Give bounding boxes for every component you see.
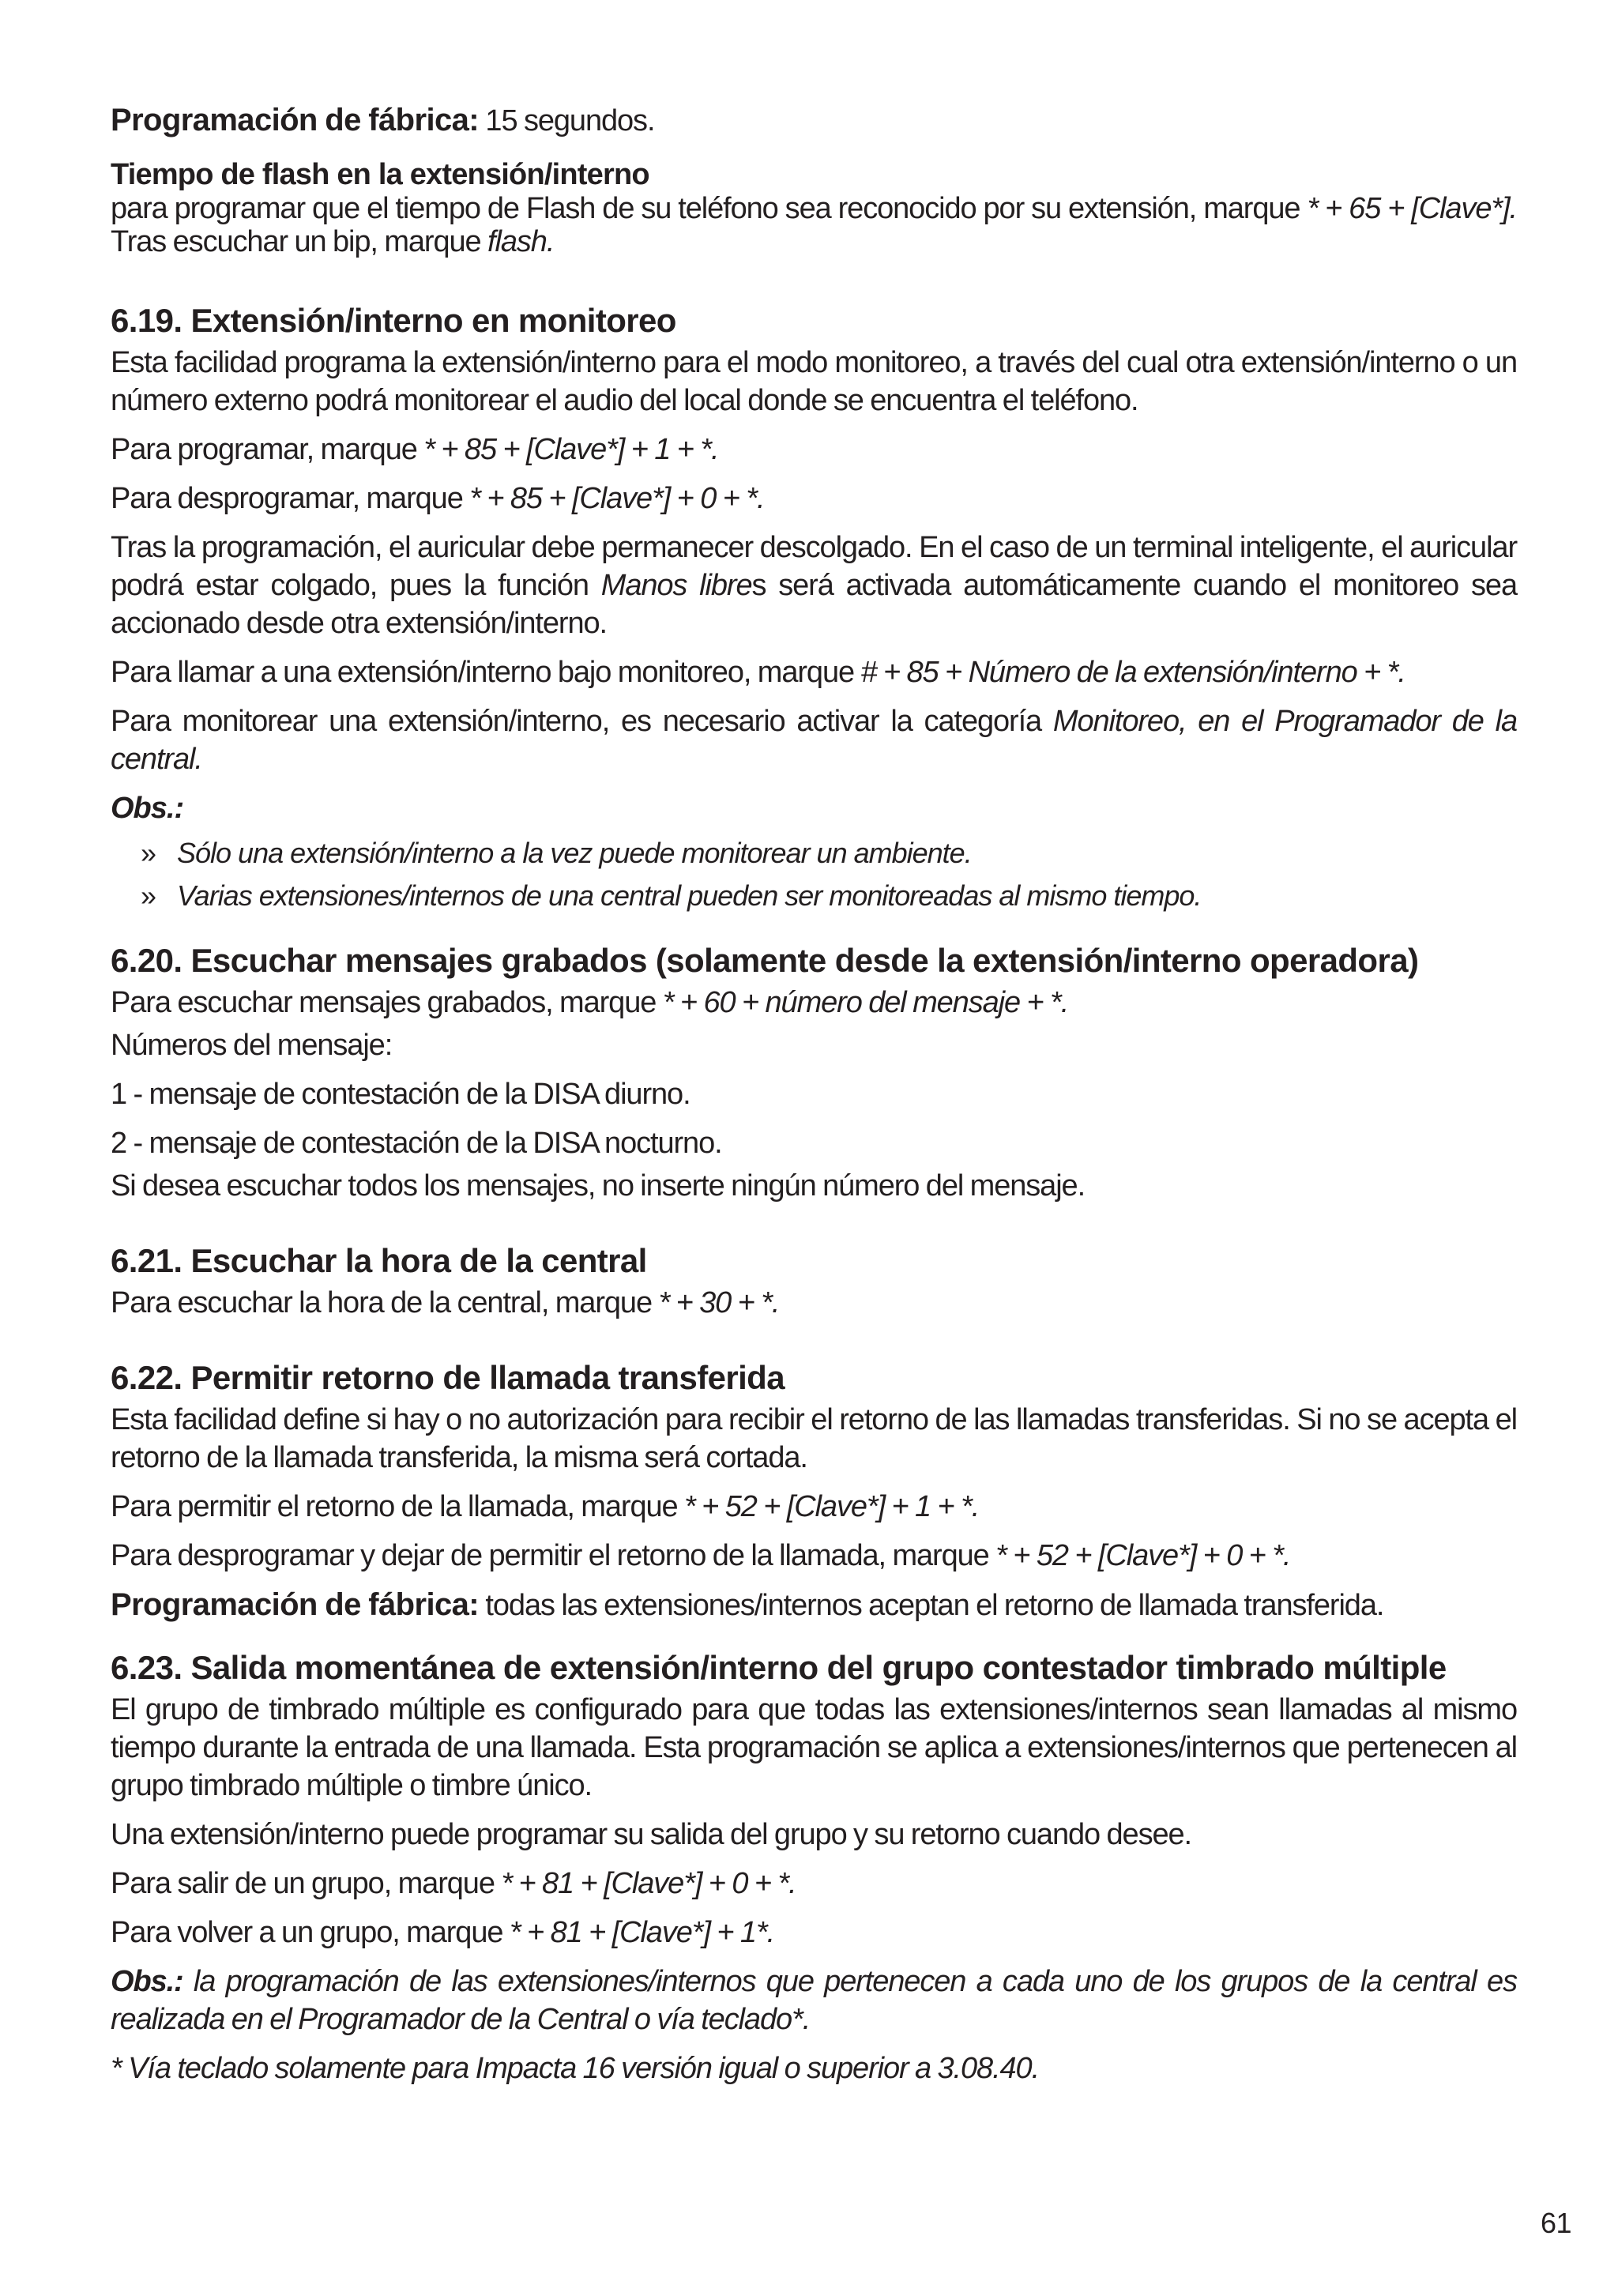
factory-setting-value: todas las extensiones/internos aceptan el retorno de llamada transferida. (478, 1589, 1384, 1622)
obs-text: la programación de las extensiones/internos que pertenecen a cada uno de los grupos de la central es realizada en el Programador de la Central o vía teclado*. (111, 1965, 1517, 2036)
flash-code: * + 65 + [Clave*]. (1307, 192, 1518, 225)
program-code: * + 85 + [Clave*] + 1 + *. (423, 433, 719, 466)
obs-list-item (141, 832, 1517, 875)
flash-time-heading: Tiempo de flash en la extensión/interno (111, 158, 649, 191)
section-621-title: 6.21. Escuchar la hora de la central (111, 1242, 647, 1279)
listen-text: Para escuchar mensajes grabados, marque (111, 986, 663, 1019)
section-619-program-line (111, 431, 1517, 469)
footnote: * Vía teclado solamente para Impacta 16 versión igual o superior a 3.08.40. (111, 2052, 1040, 2085)
obs-label: Obs.: (111, 1965, 183, 1998)
call-code: # + 85 + Número de la extensión/interno + *. (860, 656, 1405, 689)
section-623-intro: El grupo de timbrado múltiple es configurado para que todas las extensiones/internos sean llamadas al mismo tiempo durante la entrada de una llamada. Esta programación se aplica a extensiones/internos que pertenecen al grupo timbrado múltiple o timbre único. (111, 1693, 1517, 1802)
time-text: Para escuchar la hora de la central, marque (111, 1286, 659, 1319)
section-619-title: 6.19. Extensión/interno en monitoreo (111, 302, 676, 339)
handset-text-end: s será activada automáticamente cuando el monitoreo sea accionado desde otra extensión/interno. (111, 569, 1517, 640)
section-620-title: 6.20. Escuchar mensajes grabados (solamente desde la extensión/interno operadora) (111, 942, 1419, 979)
obs-label: Obs.: (111, 792, 184, 825)
call-text: Para llamar a una extensión/interno bajo monitoreo, marque (111, 656, 861, 689)
unprogram-code: * + 85 + [Clave*] + 0 + *. (469, 482, 765, 515)
message-2: 2 - mensaje de contestación de la DISA nocturno. (111, 1127, 722, 1160)
section-623-back-line (111, 1914, 1517, 1952)
message-1: 1 - mensaje de contestación de la DISA diurno. (111, 1078, 690, 1111)
section-622-allow-line (111, 1488, 1517, 1526)
bullet-icon: » (141, 879, 156, 912)
factory-setting-line (111, 101, 1517, 140)
flash-word: flash. (487, 225, 555, 258)
factory-setting-label: Programación de fábrica: (111, 103, 479, 137)
obs-item-text: Sólo una extensión/interno a la vez puede monitorear un ambiente. (177, 837, 972, 869)
section-623-exit-line (111, 1865, 1517, 1903)
flash-time-paragraph (111, 192, 1517, 258)
section-623-desire-line: Una extensión/interno puede programar su salida del grupo y su retorno cuando desee. (111, 1818, 1191, 1851)
deny-code: * + 52 + [Clave*] + 0 + *. (995, 1539, 1291, 1572)
obs-item-text: Varias extensiones/internos de una central pueden ser monitoreadas al mismo tiempo. (177, 879, 1202, 912)
document-page (111, 101, 1517, 2098)
monitor-text: Para monitorear una extensión/interno, es necesario activar la categoría (111, 705, 1053, 738)
flash-text-middle: Tras escuchar un bip, marque (111, 225, 488, 258)
obs-list-item (141, 875, 1517, 917)
exit-code: * + 81 + [Clave*] + 0 + *. (501, 1867, 796, 1900)
handset-text-start: Tras la programación, el auricular debe permanecer descolgado. En el caso de un terminal inteligente, el auricular podrá estar colgado, pues la función (111, 531, 1517, 602)
hands-free-term: Manos libre (600, 569, 752, 602)
bullet-icon: » (141, 837, 156, 869)
time-code: * + 30 + *. (658, 1286, 780, 1319)
section-619-intro: Esta facilidad programa la extensión/interno para el modo monitoreo, a través del cual otra extensión/interno o un número externo podrá monitorear el audio del local donde se encuentra el teléfono. (111, 346, 1517, 417)
section-620-listen-line (111, 984, 1517, 1022)
section-623-obs (111, 1963, 1517, 2038)
section-619-unprogram-line (111, 480, 1517, 518)
factory-setting-label: Programación de fábrica: (111, 1587, 479, 1622)
allow-text: Para permitir el retorno de la llamada, marque (111, 1490, 684, 1523)
message-numbers-label: Números del mensaje: (111, 1029, 393, 1062)
flash-text-start: para programar que el tiempo de Flash de su teléfono sea reconocido por su extensión, marque (111, 192, 1308, 225)
monitor-category: Monitoreo, en el Programador de la central. (111, 705, 1517, 776)
section-619-obs (111, 789, 1517, 917)
section-619-handset-paragraph (111, 529, 1517, 642)
section-622-intro: Esta facilidad define si hay o no autorización para recibir el retorno de las llamadas transferidas. Si no se acepta el retorno de la llamada transferida, la misma será cortada. (111, 1403, 1517, 1474)
listen-code: * + 60 + número del mensaje + *. (662, 986, 1069, 1019)
section-622-deny-line (111, 1537, 1517, 1575)
back-code: * + 81 + [Clave*] + 1*. (509, 1916, 775, 1949)
back-text: Para volver a un grupo, marque (111, 1916, 510, 1949)
section-622-factory-line (111, 1586, 1517, 1624)
program-text: Para programar, marque (111, 433, 424, 466)
allow-code: * + 52 + [Clave*] + 1 + *. (684, 1490, 980, 1523)
section-619-call-line (111, 653, 1517, 691)
unprogram-text: Para desprogramar, marque (111, 482, 470, 515)
deny-text: Para desprogramar y dejar de permitir el retorno de la llamada, marque (111, 1539, 996, 1572)
section-621-line (111, 1284, 1517, 1322)
factory-setting-value: 15 segundos. (478, 104, 655, 137)
section-619-monitor-line (111, 702, 1517, 778)
obs-list (111, 832, 1517, 917)
section-623-title: 6.23. Salida momentánea de extensión/interno del grupo contestador timbrado múltiple (111, 1649, 1447, 1686)
page-number: 61 (1541, 2207, 1572, 2239)
all-messages-note: Si desea escuchar todos los mensajes, no inserte ningún número del mensaje. (111, 1169, 1086, 1203)
section-622-title: 6.22. Permitir retorno de llamada transferida (111, 1359, 785, 1396)
exit-text: Para salir de un grupo, marque (111, 1867, 502, 1900)
